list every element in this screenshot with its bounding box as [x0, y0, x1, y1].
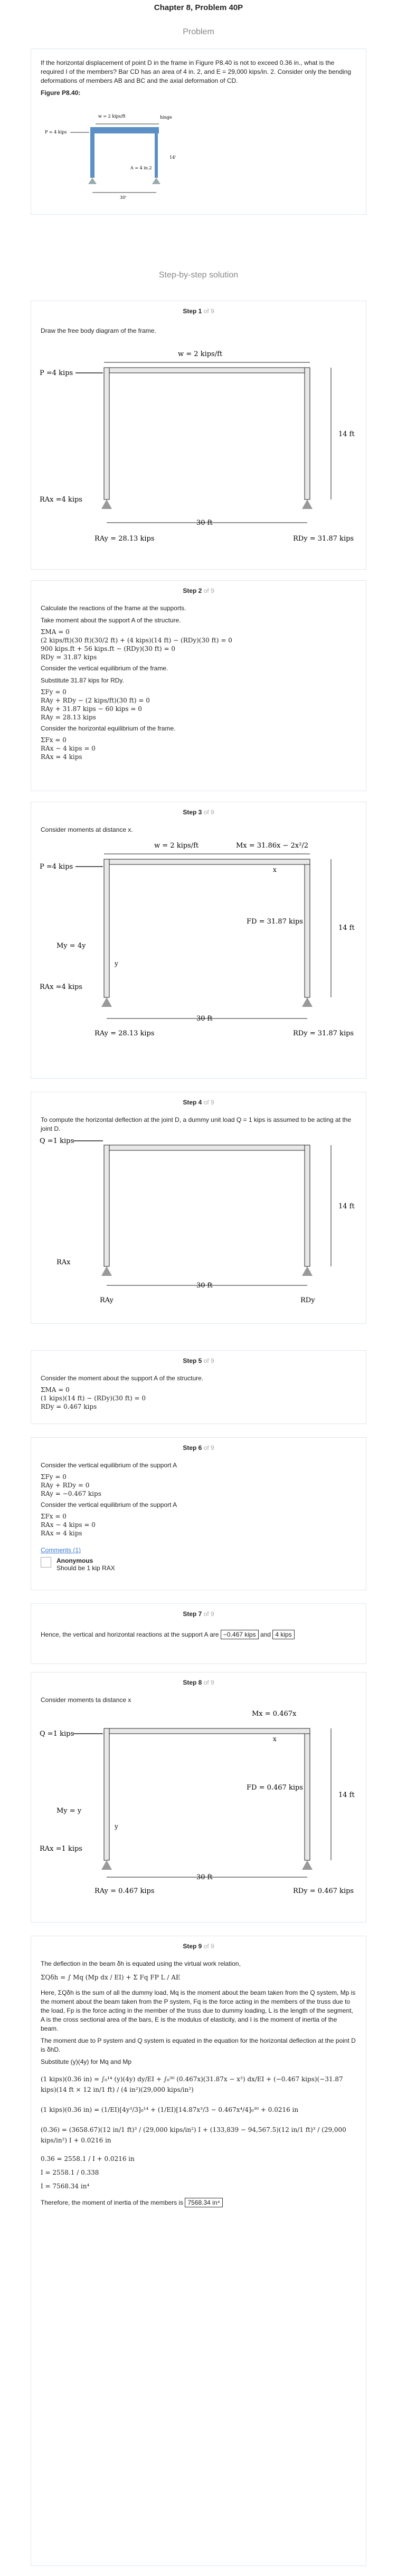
step2-e5: ΣFy = 0	[41, 688, 67, 696]
fbd8-beam	[104, 1728, 310, 1734]
step6-e4: ΣFx = 0	[41, 1513, 67, 1520]
fbd3-support-d	[302, 997, 313, 1007]
step9-p1: Here, ΣQδh is the sum of all the dummy load, Mq is the moment about the beam taken from the Q system, Mp is the moment about the beam taken from the P system, Fq is the force acting in the members of the truss due to the load, Fp is the force acting in the member of the truss due to dummy loading, L is the length of the segment, A is the cross sectional area of the bars, E is the modulus of elasticity, and I is the moment of inertia of the beam.	[41, 1989, 356, 2032]
fbd3-h-label: 14 ft	[338, 924, 355, 932]
step2-l2: Take moment about the support A of the structure.	[41, 617, 181, 624]
fbd3-ray-label: RAy = 28.13 kips	[94, 1030, 155, 1037]
step2-e2: (2 kips/ft)(30 ft)(30/2 ft) + (4 kips)(14 ft) − (RDy)(30 ft) = 0	[41, 637, 232, 644]
step9-answer: 7568.34 in⁴	[185, 2198, 222, 2207]
step2-e7: RAy + 31.87 kips − 60 kips = 0	[41, 705, 142, 713]
step-6-card	[31, 1437, 366, 1590]
step-1-header: Step 1 of 9	[183, 307, 214, 315]
step2-e6: RAy + RDy − (2 kips/ft)(30 ft) = 0	[41, 697, 150, 704]
fbd8-fd-label: FD = 0.467 kips	[247, 1784, 303, 1792]
step-8-text: Consider moments ta distance x	[41, 1696, 131, 1704]
step2-l3: Consider the vertical equilibrium of the frame.	[41, 665, 168, 672]
step-1-card	[31, 301, 366, 570]
step-4-card	[31, 1092, 366, 1324]
fig-beam	[90, 127, 159, 133]
step2-e8: RAy = 28.13 kips	[41, 714, 96, 721]
fbd1-span-label: 30 ft	[196, 519, 213, 527]
step9-e4: (0.36) = (3658.67)(12 in/1 ft)³ / (29,000 kips/in²) I + (133,839 − 94,567.5)(12 in/1 ft)³ / (29,000 kips/in²) I + 0.0216 in	[41, 2126, 346, 2144]
step-3-header: Step 3 of 9	[183, 809, 214, 816]
fig-col-cd	[155, 133, 158, 178]
fig-span-label: 30'	[120, 195, 127, 200]
fig-a-label: A = 4 in.2	[130, 166, 152, 170]
fig-support-a	[88, 178, 97, 184]
fbd1-support-a	[101, 499, 112, 509]
step9-e5: 0.36 = 2558.1 / I + 0.0216 in	[41, 2155, 135, 2162]
step4-text: To compute the horizontal deflection at the joint D, a dummy unit load Q = 1 kips is assumed to be acting at the joint D.	[41, 1116, 351, 1132]
step2-e3: 900 kips.ft + 56 kips.ft − (RDy)(30 ft) = 0	[41, 645, 176, 652]
fbd4-rdy-label: RDy	[300, 1296, 315, 1304]
fbd1-col-cd	[305, 368, 310, 499]
step-8-card	[31, 1672, 366, 1923]
fbd3-col-ab	[104, 859, 109, 997]
step-2-card	[31, 580, 366, 791]
step9-e7: I = 7568.34 in⁴	[41, 2183, 90, 2190]
step2-e10: RAx − 4 kips = 0	[41, 745, 96, 752]
fbd1-col-ab	[104, 368, 109, 499]
fbd3-p-label: P =4 kips	[40, 863, 73, 871]
fbd3-support-a	[101, 997, 112, 1007]
fbd1-w-label: w = 2 kips/ft	[178, 350, 223, 358]
fbd3-x-label: x	[273, 866, 277, 873]
step2-e1: ΣMA = 0	[41, 628, 70, 636]
problem-card	[31, 49, 366, 215]
fbd4-h-label: 14 ft	[338, 1203, 355, 1210]
step6-l2: Consider the vertical equilibrium of the support A	[41, 1501, 177, 1508]
fbd8-support-d	[302, 1860, 313, 1870]
step6-e6: RAx = 4 kips	[41, 1530, 82, 1537]
fbd1-rdy-label: RDy = 31.87 kips	[293, 535, 354, 543]
fbd-3-diagram	[35, 839, 363, 1061]
fbd8-span-label: 30 ft	[196, 1873, 213, 1881]
step7-v2: 4 kips	[272, 1630, 294, 1639]
step2-e11: RAx = 4 kips	[41, 753, 82, 761]
fbd1-rax-label: RAx =4 kips	[40, 496, 82, 504]
fbd3-rax-label: RAx =4 kips	[40, 983, 82, 991]
step7-text-line	[41, 1630, 356, 1639]
step-9-text: The deflection in the beam δh is equated using the virtual work relation,	[41, 1960, 241, 1967]
fig-hinge-label: hinge	[160, 115, 172, 120]
fbd4-beam	[104, 1145, 310, 1150]
problem-text: If the horizontal displacement of point D in the frame in Figure P8.40 is not to exceed 0.36 in., what is the required I of the members? Bar CD has an area of 4 in. 2, and E = 29,000 kips/in. 2. Consider only the bending deformations of members AB and BC and the axial deformation of CD.	[41, 59, 352, 84]
step7-text: Hence, the vertical and horizontal reactions at the support A are	[41, 1631, 219, 1638]
step6-e3: RAy = −0.467 kips	[41, 1490, 101, 1497]
fbd8-rax-label: RAx =1 kips	[40, 1845, 82, 1853]
comment-body: Should be 1 kip RAX	[56, 1564, 115, 1572]
fbd4-ray-label: RAy	[100, 1296, 114, 1304]
fbd3-my-label: My = 4y	[56, 942, 86, 950]
fbd8-y-label: y	[115, 1823, 118, 1830]
step-7-card	[31, 1603, 366, 1664]
fbd3-mx-label: Mx = 31.86x − 2x²/2	[236, 842, 308, 850]
fbd8-ray-label: RAy = 0.467 kips	[94, 1887, 155, 1895]
fbd8-support-a	[101, 1860, 112, 1870]
step9-p2: The moment due to P system and Q system is equated in the equation for the horizontal deflection at the point D is δhD.	[41, 2037, 356, 2053]
step-4-header: Step 4 of 9	[183, 1099, 214, 1106]
fbd4-rax-label: RAx	[56, 1258, 71, 1266]
step-1-text: Draw the free body diagram of the frame.	[41, 327, 156, 334]
fig-p-label: P = 4 kips	[45, 130, 67, 134]
fbd1-beam	[104, 368, 310, 373]
fbd1-support-d	[302, 499, 313, 509]
comments-link[interactable]: Comments (1)	[41, 1546, 81, 1554]
section-problem-title: Problem	[183, 27, 214, 36]
step5-e3: RDy = 0.467 kips	[41, 1403, 97, 1410]
problem-figure	[37, 111, 196, 212]
step6-e2: RAy + RDy = 0	[41, 1482, 90, 1489]
fig-h-label: 14'	[169, 155, 176, 160]
fbd4-span-label: 30 ft	[196, 1282, 213, 1290]
fbd-1-diagram	[35, 349, 363, 560]
fbd8-my-label: My = y	[56, 1807, 82, 1815]
fig-support-d	[152, 178, 160, 184]
step9-final-line	[41, 2198, 356, 2207]
fbd8-mx-label: Mx = 0.467x	[252, 1710, 297, 1718]
fbd3-y-label: y	[115, 960, 118, 967]
fbd1-p-label: P =4 kips	[40, 369, 73, 377]
step9-e2: (1 kips)(0.36 in) = ∫₀¹⁴ (y)(4y) dy/EI + ∫₀³⁰ (0.467x)(31.87x − x²) dx/EI + (−0.467 kips)(−31.87 kips)(14 ft × 12 in/1 ft) / (4 in²)(29,000 kips/in²)	[41, 2075, 343, 2093]
fbd-8-diagram	[35, 1707, 363, 1913]
fbd1-h-label: 14 ft	[338, 430, 355, 438]
fbd8-h-label: 14 ft	[338, 1791, 355, 1799]
fbd-4-diagram	[35, 1132, 363, 1317]
step9-e1: ΣQδh = ∫ Mq (Mp dx / EI) + Σ Fq FP L / AE	[41, 1974, 181, 1981]
fbd8-x-label: x	[273, 1735, 277, 1743]
step-7-header: Step 7 of 9	[183, 1610, 214, 1618]
page-title: Chapter 8, Problem 40P	[154, 3, 243, 12]
step9-p3: Substitute (y)(4y) for Mq and Mp	[41, 2058, 132, 2065]
comment-author: Anonymous	[56, 1557, 93, 1564]
step2-l4: Substitute 31.87 kips for RDy.	[41, 677, 124, 684]
step9-e3: (1 kips)(0.36 in) = (1/EI)[4y³/3]₀¹⁴ + (1/EI)[14.87x³/3 − 0.467x⁴/4]₀³⁰ + 0.0216 in	[41, 2106, 299, 2113]
fbd3-fd-label: FD = 31.87 kips	[247, 918, 303, 926]
solution-title: Step-by-step solution	[158, 271, 239, 280]
fbd8-q-label: Q =1 kips	[40, 1730, 74, 1738]
fbd8-col-ab	[104, 1728, 109, 1860]
fbd3-rdy-label: RDy = 31.87 kips	[293, 1030, 354, 1037]
fig-w-label: w = 2 kips/ft	[98, 114, 126, 119]
fig-col-ab	[90, 127, 94, 178]
step-2-header: Step 2 of 9	[183, 587, 214, 594]
fbd3-beam	[104, 859, 310, 864]
step-5-card	[31, 1350, 366, 1424]
fbd4-support-a	[101, 1266, 112, 1276]
fbd4-q-label: Q =1 kips	[40, 1137, 74, 1145]
step-3-card	[31, 802, 366, 1079]
step7-and: and	[260, 1631, 271, 1638]
fbd3-col-cd	[305, 864, 310, 997]
step6-e5: RAx − 4 kips = 0	[41, 1521, 96, 1529]
fbd3-span-label: 30 ft	[196, 1015, 213, 1023]
step-3-text: Consider moments at distance x.	[41, 826, 133, 833]
fbd4-col-cd	[305, 1145, 310, 1266]
fbd3-w-label: w = 2 kips/ft	[154, 842, 199, 850]
step2-e4: RDy = 31.87 kips	[41, 653, 97, 661]
fbd8-rdy-label: RDy = 0.467 kips	[293, 1887, 354, 1895]
step9-final: Therefore, the moment of inertia of the members is	[41, 2199, 184, 2206]
step-5-text: Consider the moment about the support A of the structure.	[41, 1374, 204, 1382]
step7-v1: −0.467 kips	[221, 1630, 259, 1639]
figure-label: Figure P8.40:	[41, 89, 81, 97]
fbd4-col-ab	[104, 1145, 109, 1266]
step6-e1: ΣFy = 0	[41, 1473, 67, 1481]
step9-e6: I = 2558.1 / 0.338	[41, 2169, 99, 2176]
fbd8-col-cd	[305, 1734, 310, 1860]
step-8-header: Step 8 of 9	[183, 1679, 214, 1686]
step2-l1: Calculate the reactions of the frame at the supports.	[41, 604, 186, 612]
step-6-header: Step 6 of 9	[183, 1444, 214, 1452]
comment-item	[41, 1557, 356, 1572]
step5-e1: ΣMA = 0	[41, 1386, 70, 1393]
comment-avatar	[41, 1557, 51, 1568]
fbd1-ray-label: RAy = 28.13 kips	[94, 535, 155, 543]
step2-l5: Consider the horizontal equilibrium of the frame.	[41, 725, 176, 732]
step-9-card	[31, 1936, 366, 2566]
step5-e2: (1 kips)(14 ft) − (RDy)(30 ft) = 0	[41, 1395, 146, 1402]
fbd4-support-d	[302, 1266, 313, 1276]
step2-e9: ΣFx = 0	[41, 736, 67, 744]
step-6-text: Consider the vertical equilibrium of the support A	[41, 1462, 177, 1469]
step-9-header: Step 9 of 9	[183, 1943, 214, 1950]
step-5-header: Step 5 of 9	[183, 1357, 214, 1364]
